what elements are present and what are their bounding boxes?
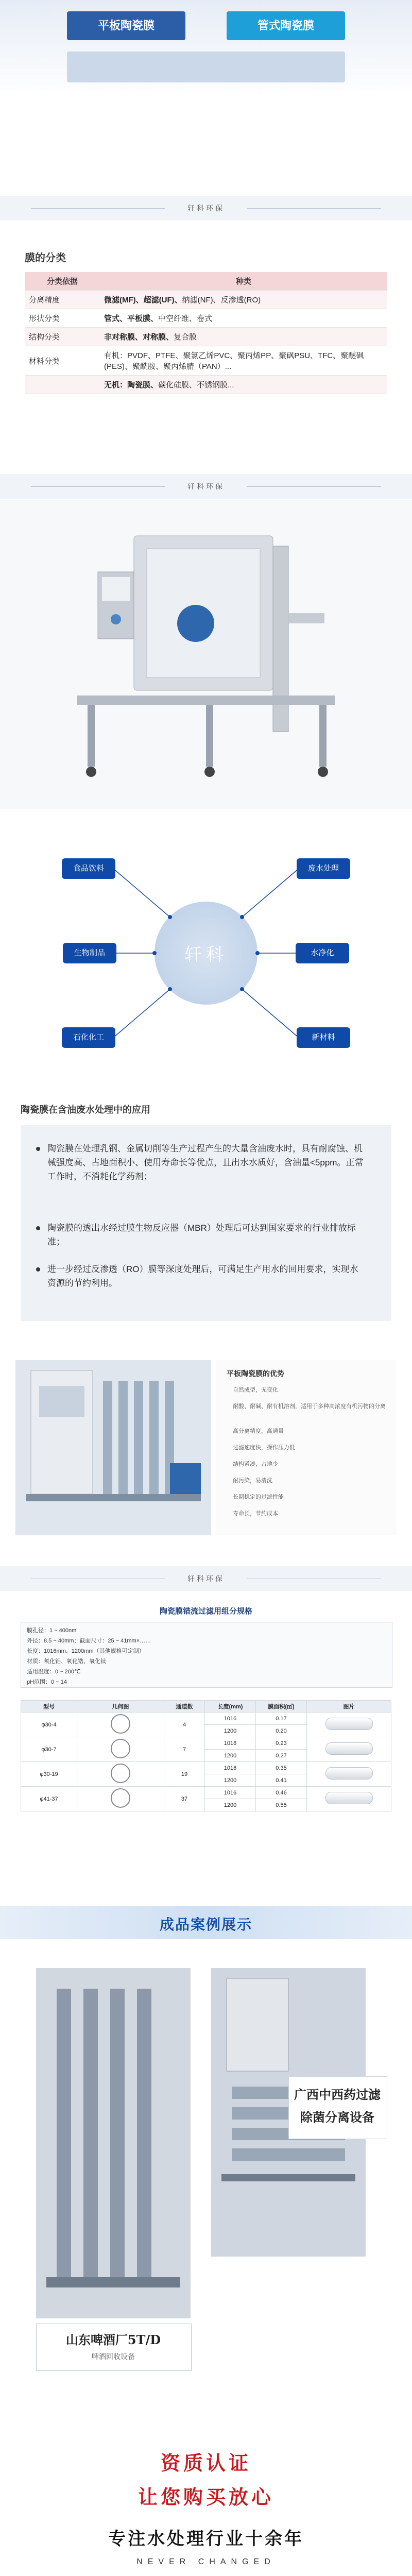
spec-info-line: 适用温度：0 ~ 200℃ <box>27 1669 81 1675</box>
spec-info-line: 膜孔径：1 ~ 400nm <box>27 1628 77 1634</box>
spec-table <box>21 1700 391 1811</box>
wastewater-section <box>0 1092 412 1340</box>
row-basis: 结构分类 <box>25 328 100 346</box>
spec-section <box>0 1597 412 1886</box>
spec-channels: 19 <box>164 1762 205 1787</box>
bullet-dot <box>36 1267 40 1272</box>
geometry-cell <box>77 1787 164 1811</box>
row-types: 复合膜 <box>174 333 197 342</box>
ro-equipment-photo <box>15 1360 211 1535</box>
geometry-icon <box>111 1739 130 1758</box>
spec-length: 1200 <box>205 1799 256 1811</box>
row-types: 纳滤(NF)、反渗透(RO) <box>182 296 261 304</box>
spec-model: φ41-37 <box>21 1787 77 1811</box>
case-photo-left <box>36 1968 191 2318</box>
membrane-tube-icon <box>307 1787 391 1811</box>
table-row <box>21 1737 391 1750</box>
row-basis: 形状分类 <box>25 309 100 328</box>
app-wastewater: 废水处理 <box>297 858 350 879</box>
header-basis: 分类依据 <box>25 272 100 291</box>
trust-line-3: 专注水处理行业十余年 <box>108 2529 304 2549</box>
equipment-illustration <box>0 500 412 809</box>
bullet-dot <box>36 1226 40 1230</box>
geometry-icon <box>111 1788 130 1808</box>
spec-info-line: 长度：1016mm、1200mm（其他规格可定制） <box>27 1648 145 1654</box>
spec-channels: 4 <box>164 1713 205 1737</box>
spec-length: 1016 <box>205 1713 256 1725</box>
tab-tubular-ceramic-membrane[interactable]: 管式陶瓷膜 <box>227 11 345 40</box>
divider-band <box>0 1566 412 1591</box>
cases-title: 成品案例展示 <box>159 1917 252 1933</box>
feature-item: 长期稳定的过滤性能 <box>233 1494 284 1500</box>
features-title: 平板陶瓷膜的优势 <box>227 1369 284 1378</box>
trust-section <box>0 2432 412 2576</box>
section-title: 膜的分类 <box>25 252 66 264</box>
spec-area: 0.41 <box>256 1774 307 1787</box>
spec-area: 0.35 <box>256 1762 307 1774</box>
spec-area: 0.17 <box>256 1713 307 1725</box>
table-row <box>25 291 387 309</box>
membrane-tube-icon <box>307 1762 391 1787</box>
feature-item: 寿命长，节约成本 <box>233 1511 278 1517</box>
feature-item: 耐污染，易清洗 <box>233 1478 272 1484</box>
spec-title: 陶瓷膜错流过滤用组分规格 <box>159 1607 252 1616</box>
table-row <box>21 1787 391 1799</box>
application-section <box>0 824 412 1092</box>
table-row <box>21 1713 391 1725</box>
table-row <box>25 376 387 394</box>
divider-text: 轩科环保 <box>187 1574 225 1583</box>
case-caption-right: 广西中西药过滤除菌分离设备 <box>294 2087 381 2125</box>
features-section <box>0 1360 412 1546</box>
trust-line-4: NEVER CHANGED <box>136 2557 276 2566</box>
spec-info-box <box>21 1622 392 1688</box>
feature-item: 耐酸、耐碱、耐有机溶剂，适用于多种高浓度有机污物的分离 <box>233 1403 386 1410</box>
spec-length: 1200 <box>205 1725 256 1737</box>
spec-header: 长度(mm) <box>205 1701 256 1713</box>
table-row <box>25 309 387 328</box>
app-water-purification: 水净化 <box>296 943 349 963</box>
spec-area: 0.46 <box>256 1787 307 1799</box>
bullet-text: 陶瓷膜的透出水经过膜生物反应器（MBR）处理后可达到国家要求的行业排放标准； <box>47 1223 356 1247</box>
spec-info-line: pH范围：0 ~ 14 <box>27 1679 67 1685</box>
classification-table <box>25 272 387 394</box>
spec-area: 0.55 <box>256 1799 307 1811</box>
row-types: 有机：PVDF、PTFE、聚氯乙烯PVC、聚丙烯PP、聚砜PSU、TFC、聚醚砜(PES)、聚酰胺、聚丙烯腈（PAN）... <box>104 351 364 371</box>
spec-area: 0.27 <box>256 1750 307 1762</box>
spec-channels: 7 <box>164 1737 205 1762</box>
divider-band <box>0 196 412 221</box>
equipment-photo <box>0 500 412 809</box>
app-new-materials: 新材料 <box>297 1027 350 1048</box>
divider-text: 轩科环保 <box>187 204 225 212</box>
spec-length: 1200 <box>205 1774 256 1787</box>
spec-info-line: 材质：氧化铝、氧化锆、氧化钛 <box>27 1658 106 1665</box>
classification-section <box>0 221 412 427</box>
spec-model: φ30-19 <box>21 1762 77 1787</box>
feature-item: 结构紧凑，占地少 <box>233 1461 278 1467</box>
row-types-bold: 非对称膜、对称膜、 <box>104 333 174 342</box>
app-petrochemical: 石化化工 <box>62 1027 115 1048</box>
membrane-tube-icon <box>307 1713 391 1737</box>
geometry-icon <box>111 1714 130 1734</box>
spec-area: 0.20 <box>256 1725 307 1737</box>
table-row <box>21 1762 391 1774</box>
spec-length: 1016 <box>205 1762 256 1774</box>
table-row <box>25 328 387 346</box>
row-basis <box>25 376 100 394</box>
geometry-icon <box>111 1764 130 1783</box>
row-types: 碳化硅膜、不锈钢膜... <box>158 381 234 389</box>
bullet-text: 陶瓷膜在处理乳钢、金属切削等生产过程产生的大量含油废水时，具有耐腐蚀、机械强度高、占地面积小、使用寿命长等优点，且出水水质好，含油量<5ppm。正常工作时，不消耗化学药剂； <box>47 1144 364 1181</box>
row-basis: 材料分类 <box>25 346 100 376</box>
case-caption-left: 山东啤酒厂5T/D <box>65 2332 161 2347</box>
bullet-text: 进一步经过反渗透（RO）膜等深度处理后，可满足生产用水的回用要求，实现水资源的节约利用。 <box>47 1264 358 1288</box>
spec-header: 图片 <box>307 1701 391 1713</box>
feature-item: 自然成型，无变化 <box>233 1387 278 1393</box>
hero-strip <box>67 52 345 82</box>
spec-area: 0.23 <box>256 1737 307 1750</box>
spec-header: 几何图 <box>77 1701 164 1713</box>
geometry-cell <box>77 1762 164 1787</box>
row-types-bold: 管式、平板膜、 <box>104 314 159 323</box>
feature-item: 高分离精度，高通量 <box>233 1428 284 1434</box>
table-row <box>25 346 387 376</box>
app-biological: 生物制品 <box>63 943 116 963</box>
spec-header: 通道数 <box>164 1701 205 1713</box>
spec-channels: 37 <box>164 1787 205 1811</box>
center-logo-text: 轩科 <box>184 944 228 965</box>
spec-model: φ30-7 <box>21 1737 77 1762</box>
row-basis: 分离精度 <box>25 291 100 309</box>
spec-length: 1016 <box>205 1787 256 1799</box>
spec-length: 1200 <box>205 1750 256 1762</box>
row-types: 中空纤维、卷式 <box>158 314 213 323</box>
geometry-cell <box>77 1713 164 1737</box>
divider-text: 轩科环保 <box>187 482 225 490</box>
divider-band <box>0 474 412 499</box>
spec-length: 1016 <box>205 1737 256 1750</box>
row-types-bold: 微滤(MF)、超滤(UF)、 <box>104 296 182 304</box>
spec-info-line: 外径：8.5 ~ 40mm；截面尺寸：25 ~ 41mm×…… <box>27 1638 151 1644</box>
case-caption-left-sub: 啤酒回收设备 <box>92 2352 135 2361</box>
trust-line-2: 让您购买放心 <box>138 2485 274 2509</box>
spec-header: 膜面积(㎡) <box>256 1701 307 1713</box>
bullet-dot <box>36 1147 40 1151</box>
spec-header: 型号 <box>21 1701 77 1713</box>
membrane-tube-icon <box>307 1737 391 1762</box>
wastewater-title: 陶瓷膜在含油废水处理中的应用 <box>21 1105 150 1115</box>
geometry-cell <box>77 1737 164 1762</box>
trust-line-1: 资质认证 <box>160 2451 251 2475</box>
hero-section <box>0 0 412 98</box>
header-types: 种类 <box>100 272 387 291</box>
tab-flat-ceramic-membrane[interactable]: 平板陶瓷膜 <box>67 11 185 40</box>
app-food-beverage: 食品饮料 <box>62 858 115 879</box>
cases-section <box>0 1906 412 2421</box>
row-types-bold: 无机：陶瓷膜、 <box>104 381 159 389</box>
spec-model: φ30-4 <box>21 1713 77 1737</box>
feature-item: 过滤速度快，操作压力低 <box>233 1445 295 1451</box>
